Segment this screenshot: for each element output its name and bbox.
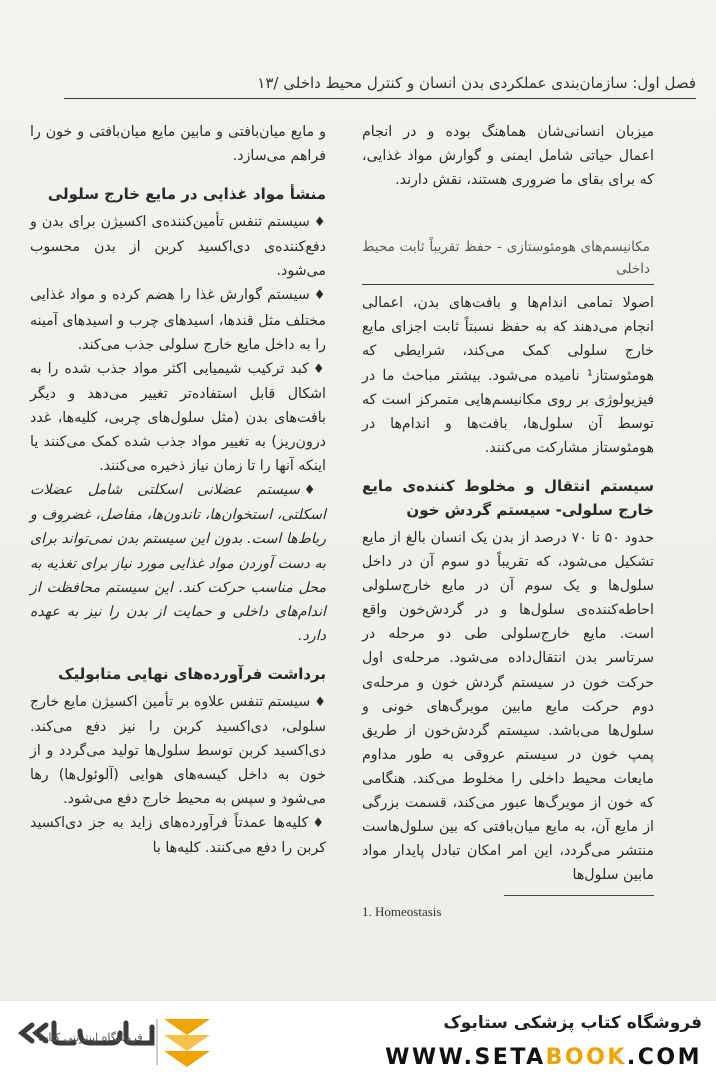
nutrients-section-title: منشأ مواد غذایی در مایع خارج سلولی xyxy=(47,185,326,204)
footnote: 1. Homeostasis xyxy=(362,904,442,920)
box-heading: مکانیسم‌های هومئوستازی - حفظ تقریباً ثابت محیط داخلی xyxy=(362,232,654,285)
diamond-bullet-icon: ♦ xyxy=(313,288,326,304)
bullet-text: کبد ترکیب شیمیایی اکثر مواد جذب شده را به اشکال قابل استفاده‌تر تغییر می‌دهد و دیگر بافت‌های بدن (مثل سلول‌های چربی، کلیه‌ها، غدد درون‌ریز) به تغییر مواد جذب شده کمک می‌کنند یا اینکه آنها را تا زمان نیاز ذخیره می‌کنند. xyxy=(30,360,326,475)
homeostasis-paragraph: اصولا تمامی اندام‌ها و بافت‌های بدن، اعمالی انجام می‌دهند که به حفظ نسبتاً ثابت اجزای مایع خارج سلولی کمک می‌کند، شرایطی که هومئوستاز¹ نامیده می‌شود. بیشتر مباحث ما در فیزیولوژی بر روی مکانیسم‌هایی متمرکز است که توسط آن سلول‌ها، بافت‌ها و اندام‌ها در هومئوستاز مشارکت می‌کنند. xyxy=(362,295,654,456)
page-header: فصل اول: سازمان‌بندی عملکردی بدن انسان و کنترل محیط داخلی /۱۳ xyxy=(64,74,696,99)
url-suffix: .COM xyxy=(626,1045,702,1070)
store-name: فروشگاه کتاب پزشکی ستابوک xyxy=(443,1013,702,1033)
bullet-item xyxy=(30,357,326,478)
bullet-item xyxy=(30,690,326,811)
waste-section-title: برداشت فرآورده‌های نهایی متابولیک xyxy=(58,664,326,683)
bullet-text: کلیه‌ها عمدتاً فرآورده‌های زاید به جز دی‌اکسید کربن را دفع می‌کنند. کلیه‌ها با xyxy=(30,815,326,857)
bullet-item xyxy=(30,478,326,648)
diamond-bullet-icon: ♦ xyxy=(314,694,326,710)
diamond-bullet-icon: ♦ xyxy=(313,215,326,231)
store-banner xyxy=(0,1000,716,1081)
right-column xyxy=(362,120,654,924)
bullet-item xyxy=(30,811,326,860)
diamond-bullet-icon: ♦ xyxy=(303,483,326,499)
chevron-stack-icon xyxy=(164,1019,210,1067)
circulation-section-title: سیستم انتقال و مخلوط کننده‌ی مایع خارج سلولی- سیستم گردش خون xyxy=(362,476,654,519)
footnote-divider xyxy=(504,895,654,896)
bullet-text: سیستم تنفس تأمین‌کننده‌ی اکسیژن برای بدن و دفع‌کننده‌ی دی‌اکسید کربن از بدن محسوب می‌شود. xyxy=(30,214,326,280)
bullet-text: سیستم عضلانی اسکلتی شامل عضلات اسکلتی، استخوان‌ها، تاندون‌ها، مفاصل، غضروف و رباط‌ها است. بدون این سیستم بدن نمی‌تواند برای به دست آوردن مواد غذایی مورد نیاز برای تغذیه به محل مناسب حرکت کند. این سیستم محافظت از اندام‌های داخلی و حمایت از بدن را نیز به عهده دارد. xyxy=(30,482,326,644)
left-column xyxy=(30,120,326,861)
url-prefix: WWW.SETA xyxy=(385,1045,546,1070)
circulation-paragraph: حدود ۵۰ تا ۷۰ درصد از بدن یک انسان بالغ از مایع تشکیل می‌شود، که تقریباً دو سوم آن در داخل سلول‌ها و یک سوم آن در مایع خارج‌سلولی احاطه‌کننده‌ی سلول‌ها و در گردش‌خون واقع است. مایع خارج‌سلولی طی دو مرحله در سرتاسر بدن انتقال‌داده می‌شود. مرحله‌ی اول حرکت خون در سیستم گردش خون و مرحله‌ی دوم حرکت مایع مابین مویرگ‌های خونی و سلول‌ها می‌باشد. سیستم گردش‌خون از طریق پمپ خون در سیستم عروقی به طور مداوم مایعات محیط داخلی را مخلوط می‌کند. هنگامی که خون از مویرگ‌ها عبور می‌کند، قسمت بزرگی از مایع آن، به مایع میان‌بافتی که بین سلول‌هاست منتشر می‌گردد، این امر امکان تبادل پایدار مواد مابین سلول‌ها xyxy=(362,529,654,884)
bullet-text: سیستم تنفس علاوه بر تأمین اکسیژن مایع خارج سلولی، دی‌اکسید کربن را نیز دفع می‌کند. دی‌اکسید کربن توسط سلول‌ها تولید می‌گردد و از خون به داخل کیسه‌های هوایی (آلوئول‌ها) رها می‌شود و سپس به محیط خارج دفع می‌شود. xyxy=(30,693,326,808)
site-url-link[interactable] xyxy=(385,1045,702,1070)
bullet-item xyxy=(30,210,326,283)
bullet-item xyxy=(30,283,326,356)
logo-tagline: فروشگاه اینترنتی کتاب xyxy=(38,1031,143,1044)
diamond-bullet-icon: ♦ xyxy=(312,361,326,377)
diamond-bullet-icon: ♦ xyxy=(312,816,326,832)
right-intro-paragraph: میزبان انسانی‌شان هماهنگ بوده و در انجام اعمال حیاتی شامل ایمنی و گوارش مواد غذایی، که برای بقای ما ضروری هستند، نقش دارند. xyxy=(362,124,654,189)
bullet-text: سیستم گوارش غذا را هضم کرده و مواد غذایی مختلف مثل قندها، اسیدهای چرب و اسیدهای آمینه را به داخل مایع خارج سلولی جذب می‌کند. xyxy=(30,287,326,353)
url-accent: BOOK xyxy=(545,1045,627,1070)
left-intro-paragraph: و مایع میان‌بافتی و مابین مایع میان‌بافتی و خون را فراهم می‌سازد. xyxy=(30,124,326,165)
